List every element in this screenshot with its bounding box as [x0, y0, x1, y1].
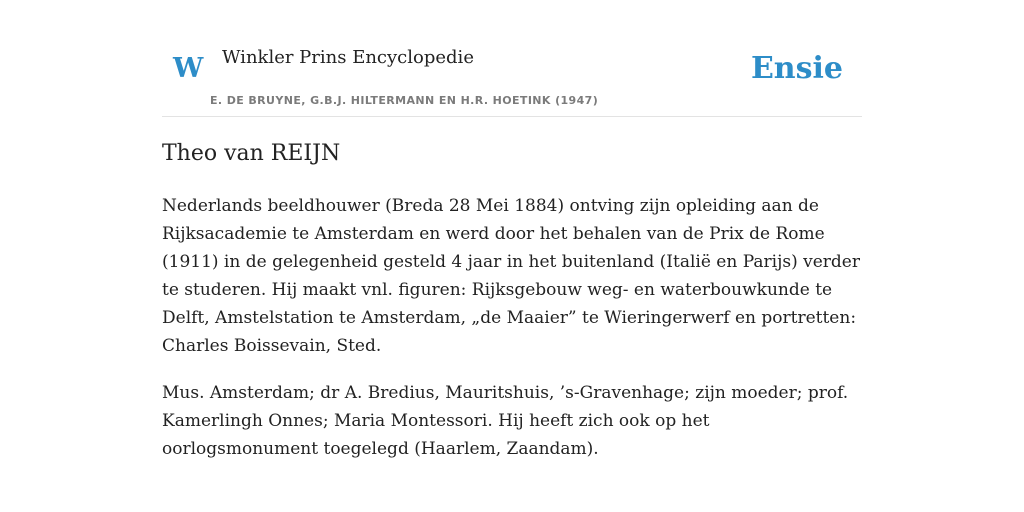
article-paragraph: Nederlands beeldhouwer (Breda 28 Mei 1884) ontving zijn opleiding aan de Rijksacademie te Amsterdam en werd door het behalen van de Prix de Rome (1911) in de gelegenheid gesteld 4 jaar in het buitenland (Italië en Parijs) verder te studeren. Hij maakt vnl. figuren: Rijksgebouw weg- en waterbouwkunde te Delft, Amstelstation te Amsterdam, „de Maaier” te Wieringerwerf en portretten: Charles Boissevain, Sted. [162, 196, 860, 356]
article-title: Theo van REIJN [162, 141, 341, 166]
publication-title[interactable]: Winkler Prins Encyclopedie [222, 47, 474, 68]
ensie-logo[interactable]: Ensie [750, 51, 843, 86]
article-paragraph: Mus. Amsterdam; dr A. Bredius, Mauritshuis, ’s-Gravenhage; zijn moeder; prof. Kamerlingh Onnes; Maria Montessori. Hij heeft zich ook op het oorlogsmonument toegelegd (Haarlem, Zaandam). [162, 383, 849, 459]
article-body [162, 192, 862, 482]
publication-authors: E. DE BRUYNE, G.B.J. HILTERMANN EN H.R. HOETINK (1947) [210, 94, 599, 107]
winkler-prins-logo[interactable]: W [173, 53, 204, 84]
publication-header [162, 0, 862, 117]
